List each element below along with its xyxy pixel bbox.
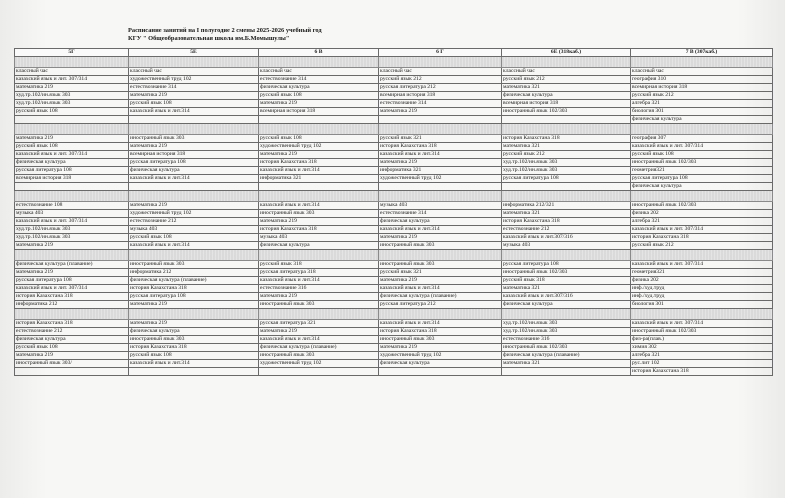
lesson-cell: казахский язык и лит.314 [129,108,259,116]
lesson-cell [502,183,631,191]
lesson-cell: математика 321 [502,84,631,92]
lesson-row [15,293,773,301]
lesson-cell: русский язык 321 [379,269,502,277]
separator-cell [129,124,259,135]
lesson-cell: русский язык 212 [502,76,631,84]
lesson-cell: физическая культура [379,360,502,368]
lesson-cell [15,183,129,191]
lesson-cell: естествознание 314 [259,76,379,84]
lesson-cell: классный час [631,68,773,76]
lesson-cell: художественный труд 102 [259,360,379,368]
lesson-cell: физическая культура (плавание) [502,352,631,360]
lesson-cell [129,116,259,124]
lesson-cell: физическая культура [631,116,773,124]
separator-cell [502,309,631,320]
lesson-cell: казахский язык и лит.314 [379,226,502,234]
lesson-cell: худ.тр.102/ин.язык 303 [502,159,631,167]
lesson-cell: казахский язык и лит. 307/314 [631,261,773,269]
separator-cell [631,124,773,135]
lesson-cell: худ.тр.102/ин.язык 303 [502,320,631,328]
separator-cell [129,309,259,320]
separator-cell [15,250,129,261]
lesson-row [15,261,773,269]
separator-cell [379,250,502,261]
lesson-cell: география 307 [631,135,773,143]
lesson-cell: естествознание 212 [502,226,631,234]
lesson-cell: всемирная история 318 [502,100,631,108]
lesson-cell: естествознание 314 [379,100,502,108]
lesson-cell: история Казахстана 318 [502,218,631,226]
lesson-cell: математика 219 [15,352,129,360]
lesson-cell: математика 321 [502,210,631,218]
lesson-cell: иностранный язык 303 [379,242,502,250]
lesson-cell: иностранный язык 303 [129,261,259,269]
lesson-cell: русская литература 108 [129,159,259,167]
lesson-cell: казахский язык и лит.314 [379,285,502,293]
lesson-cell: казахский язык и лит.314 [259,167,379,175]
separator-cell [15,124,129,135]
lesson-cell: классный час [502,68,631,76]
lesson-row [15,167,773,175]
lesson-cell: русский язык 212 [631,242,773,250]
separator-cell [631,191,773,202]
lesson-cell: иностранный язык 102/303 [631,202,773,210]
lesson-cell [379,116,502,124]
lesson-row [15,218,773,226]
lesson-cell: казахский язык и лит.314 [129,175,259,183]
separator-cell [502,250,631,261]
lesson-row [15,100,773,108]
lesson-cell: русская литература 108 [15,167,129,175]
lesson-cell [502,368,631,376]
lesson-cell: иностранный язык 102/303 [631,328,773,336]
lesson-cell: казахский язык и лит. 307/314 [15,218,129,226]
lesson-row [15,135,773,143]
lesson-cell: история Казахстана 318 [259,226,379,234]
lesson-cell [15,116,129,124]
lesson-row [15,159,773,167]
lesson-cell: русский язык 212 [379,76,502,84]
lesson-cell: худ.тр.102/ин.язык 303 [502,167,631,175]
lesson-cell: история Казахстана 318 [502,135,631,143]
lesson-cell: биология 301 [631,301,773,309]
lesson-row [15,269,773,277]
schedule-table [14,48,773,376]
separator-cell [502,191,631,202]
lesson-cell: иностранный язык 102/303 [502,344,631,352]
lesson-cell: художественный труд 102 [129,76,259,84]
lesson-cell: естествознание 316 [502,336,631,344]
lesson-cell: математика 219 [15,84,129,92]
lesson-cell: музыка 403 [15,210,129,218]
lesson-cell: русская литература 108 [129,293,259,301]
class-header-row [15,49,773,57]
separator-cell [15,191,129,202]
title-line-1: Расписание занятий на I полугодие 2 смены 2025-2026 учебный год [128,27,322,34]
lesson-cell: информатика 321 [259,175,379,183]
lesson-cell: классный час [129,68,259,76]
lesson-cell: математика 219 [15,135,129,143]
separator-cell [129,57,259,68]
lesson-cell: иностранный язык 303 [259,301,379,309]
lesson-cell: русский язык 318 [259,261,379,269]
lesson-cell: физ-ра(плав.) [631,336,773,344]
lesson-cell: физическая культура (плавание) [15,261,129,269]
lesson-cell: математика 219 [259,218,379,226]
lesson-cell: казахский язык и лит.314 [259,277,379,285]
lesson-row [15,285,773,293]
lesson-cell: русский язык 108 [15,143,129,151]
lesson-cell: геометрия321 [631,167,773,175]
lesson-cell: худ.тр.102/ин.язык 303 [15,100,129,108]
class-header: 6 В [259,49,379,57]
lesson-cell: русская литература 212 [379,84,502,92]
lesson-row [15,116,773,124]
lesson-cell: математика 219 [259,151,379,159]
lesson-cell: история Казахстана 318 [379,143,502,151]
lesson-cell: математика 219 [259,100,379,108]
lesson-cell: история Казахстана 318 [15,320,129,328]
lesson-cell: художественный труд 102 [379,175,502,183]
lesson-cell: русская литература 108 [631,175,773,183]
lesson-cell: казахский язык и лит. 307/314 [631,320,773,328]
lesson-cell: русский язык 318 [502,277,631,285]
lesson-cell: физическая культура [502,92,631,100]
separator-cell [15,309,129,320]
lesson-cell: информатика 212 [129,269,259,277]
lesson-cell: математика 219 [129,320,259,328]
lesson-cell: русская литература 212 [379,301,502,309]
lesson-row [15,210,773,218]
lesson-cell [259,183,379,191]
lesson-cell: физическая культура [379,218,502,226]
lesson-cell [259,368,379,376]
lesson-row [15,336,773,344]
lesson-cell: всемирная история 318 [129,151,259,159]
separator-cell [129,250,259,261]
separator-cell [379,191,502,202]
lesson-cell: иностранный язык 303 [259,210,379,218]
lesson-cell [129,183,259,191]
lesson-row [15,226,773,234]
lesson-cell: физическая культура (плавание) [129,277,259,285]
lesson-cell: музыка 403 [129,226,259,234]
lesson-cell: худ.тр.102/ин.язык 303 [502,328,631,336]
lesson-cell: иностранный язык 102/303 [631,159,773,167]
lesson-cell: геометрия321 [631,269,773,277]
lesson-row [15,320,773,328]
lesson-cell: русская литература 108 [15,277,129,285]
day-separator [15,250,773,261]
lesson-cell: математика 219 [379,234,502,242]
lesson-cell: русский язык 108 [15,108,129,116]
lesson-cell: музыка 403 [379,202,502,210]
lesson-row [15,352,773,360]
lesson-cell: казахский язык и лит.314 [129,242,259,250]
lesson-row [15,76,773,84]
lesson-cell: физика 202 [631,210,773,218]
lesson-row [15,344,773,352]
lesson-cell: классный час [15,68,129,76]
lesson-cell: физическая культура [15,159,129,167]
lesson-cell: математика 219 [379,108,502,116]
day-separator [15,309,773,320]
lesson-cell: математика 219 [379,344,502,352]
lesson-row [15,108,773,116]
lesson-cell: казахский язык и лит.314 [259,336,379,344]
lesson-cell [379,183,502,191]
lesson-cell: естествознание 316 [259,285,379,293]
lesson-cell: классный час [259,68,379,76]
lesson-cell: математика 219 [15,242,129,250]
lesson-cell: математика 219 [379,277,502,285]
lesson-row [15,68,773,76]
lesson-cell: алгебра 321 [631,352,773,360]
lesson-cell: алгебра 321 [631,218,773,226]
lesson-row [15,151,773,159]
lesson-cell: инф./худ.труд [631,293,773,301]
lesson-cell [379,368,502,376]
lesson-cell: классный час [379,68,502,76]
lesson-cell: история Казахстана 318 [129,344,259,352]
class-header: 6 Г [379,49,502,57]
class-header: 5Г [15,49,129,57]
lesson-cell: математика 219 [129,143,259,151]
lesson-cell: математика 219 [129,202,259,210]
lesson-cell: история Казахстана 318 [129,285,259,293]
lesson-cell: естествознание 314 [129,84,259,92]
lesson-cell: физическая культура [259,242,379,250]
lesson-row [15,242,773,250]
lesson-cell: иностранный язык 303 [379,261,502,269]
lesson-cell: худ.тр.102/ин.язык 303 [15,234,129,242]
lesson-cell [259,116,379,124]
lesson-cell: физическая культура (плавание) [259,344,379,352]
day-separator [15,57,773,68]
lesson-cell: казахский язык и лит. 307/314 [631,226,773,234]
lesson-cell: иностранный язык 303 [129,135,259,143]
lesson-cell: история Казахстана 318 [259,159,379,167]
lesson-cell: естествознание 314 [379,210,502,218]
lesson-cell: естествознание 212 [129,218,259,226]
lesson-cell: информатика 212 [15,301,129,309]
lesson-cell: физическая культура (плавание) [379,293,502,301]
separator-cell [502,57,631,68]
lesson-cell: информатика 212/321 [502,202,631,210]
lesson-row [15,92,773,100]
lesson-cell: математика 219 [259,293,379,301]
separator-cell [259,309,379,320]
lesson-cell: физическая культура [15,336,129,344]
class-header: 6Е (318каб.) [502,49,631,57]
lesson-cell: музыка 403 [259,234,379,242]
schedule-body [15,57,773,376]
separator-cell [259,57,379,68]
lesson-cell: русский язык 321 [379,135,502,143]
lesson-cell: физика 202 [631,277,773,285]
lesson-cell: русский язык 212 [502,151,631,159]
lesson-cell: русский язык 212 [631,92,773,100]
lesson-cell: казахский язык и лит. 307/314 [15,151,129,159]
lesson-cell: математика 219 [15,269,129,277]
lesson-cell: худ.тр.102/ин.язык 303 [15,92,129,100]
lesson-row [15,328,773,336]
lesson-cell: история Казахстана 318 [631,368,773,376]
lesson-row [15,175,773,183]
lesson-cell: математика 219 [129,301,259,309]
lesson-cell: инф./худ.труд [631,285,773,293]
separator-cell [259,124,379,135]
lesson-cell: казахский язык и лит.314 [259,202,379,210]
lesson-cell [129,368,259,376]
lesson-row [15,368,773,376]
day-separator [15,124,773,135]
lesson-cell: русская литература 318 [259,269,379,277]
lesson-cell: русская литература 321 [259,320,379,328]
lesson-cell: математика 219 [129,92,259,100]
lesson-cell: казахский язык и лит.314 [379,151,502,159]
lesson-cell: математика 219 [379,159,502,167]
lesson-cell: казахский язык и лит. 307/314 [15,76,129,84]
lesson-row [15,360,773,368]
lesson-cell: физическая культура [129,328,259,336]
day-separator [15,191,773,202]
separator-cell [502,124,631,135]
lesson-cell: худ.тр.102/ин.язык 303 [15,226,129,234]
lesson-cell: иностранный язык 303 [379,336,502,344]
lesson-cell: иностранный язык 102/303 [502,269,631,277]
lesson-cell: русская литература 108 [502,261,631,269]
lesson-cell: математика 321 [502,360,631,368]
title-line-2: КГУ " Общеобразовательная школа им.Б.Момышулы" [128,35,290,42]
separator-cell [259,191,379,202]
lesson-cell: русский язык 108 [129,100,259,108]
lesson-cell: художественный труд 102 [379,352,502,360]
lesson-cell: русский язык 108 [129,234,259,242]
lesson-cell: физическая культура [631,183,773,191]
lesson-cell: история Казахстана 318 [379,328,502,336]
separator-cell [379,124,502,135]
class-header: 5Е [129,49,259,57]
schedule-title [128,27,322,43]
lesson-row [15,234,773,242]
lesson-cell: физическая культура [129,167,259,175]
separator-cell [631,309,773,320]
lesson-cell: всемирная история 318 [259,108,379,116]
lesson-cell [502,116,631,124]
lesson-cell: алгебра 321 [631,100,773,108]
lesson-cell: художественный труд 102 [259,143,379,151]
lesson-cell: казахский язык и лит.307/316 [502,234,631,242]
lesson-row [15,84,773,92]
lesson-cell: физическая культура [259,84,379,92]
lesson-cell: всемирная история 318 [15,175,129,183]
lesson-cell: математика 219 [259,328,379,336]
lesson-cell: русский язык 108 [259,135,379,143]
lesson-row [15,301,773,309]
lesson-cell: русский язык 108 [129,352,259,360]
lesson-cell: история Казахстана 318 [15,293,129,301]
lesson-cell: казахский язык и лит. 307/314 [15,285,129,293]
lesson-cell: всемирная история 318 [379,92,502,100]
separator-cell [379,57,502,68]
lesson-cell: иностранный язык 303 [259,352,379,360]
separator-cell [15,57,129,68]
lesson-cell: рус.лит 102 [631,360,773,368]
lesson-cell: информатика 321 [379,167,502,175]
class-header: 7 В (307каб.) [631,49,773,57]
lesson-cell: естествознание 108 [15,202,129,210]
lesson-cell: иностранный язык 303/ [15,360,129,368]
lesson-cell: естествознание 212 [15,328,129,336]
lesson-cell: химия 302 [631,344,773,352]
lesson-cell: география 310 [631,76,773,84]
separator-cell [379,309,502,320]
lesson-cell: русский язык 108 [259,92,379,100]
lesson-cell: русский язык 108 [631,151,773,159]
lesson-cell: иностранный язык 303 [129,336,259,344]
lesson-cell: иностранный язык 102/303 [502,108,631,116]
lesson-row [15,277,773,285]
lesson-cell: физическая культура [502,301,631,309]
lesson-cell: музыка 403 [502,242,631,250]
lesson-cell: биология 301 [631,108,773,116]
lesson-cell: всемирная история 318 [631,84,773,92]
lesson-cell: математика 321 [502,285,631,293]
lesson-cell [15,368,129,376]
separator-cell [129,191,259,202]
lesson-cell: казахский язык и лит.307/316 [502,293,631,301]
lesson-cell: казахский язык и лит.314 [129,360,259,368]
lesson-row [15,143,773,151]
separator-cell [631,57,773,68]
lesson-cell: математика 321 [502,143,631,151]
separator-cell [259,250,379,261]
lesson-row [15,202,773,210]
lesson-cell: русская литература 108 [502,175,631,183]
lesson-cell: русский язык 108 [15,344,129,352]
lesson-cell: художественный труд 102 [129,210,259,218]
separator-cell [631,250,773,261]
lesson-cell: казахский язык и лит. 307/314 [631,143,773,151]
lesson-row [15,183,773,191]
lesson-cell: история Казахстана 318 [631,234,773,242]
lesson-cell: казахский язык и лит.314 [379,320,502,328]
